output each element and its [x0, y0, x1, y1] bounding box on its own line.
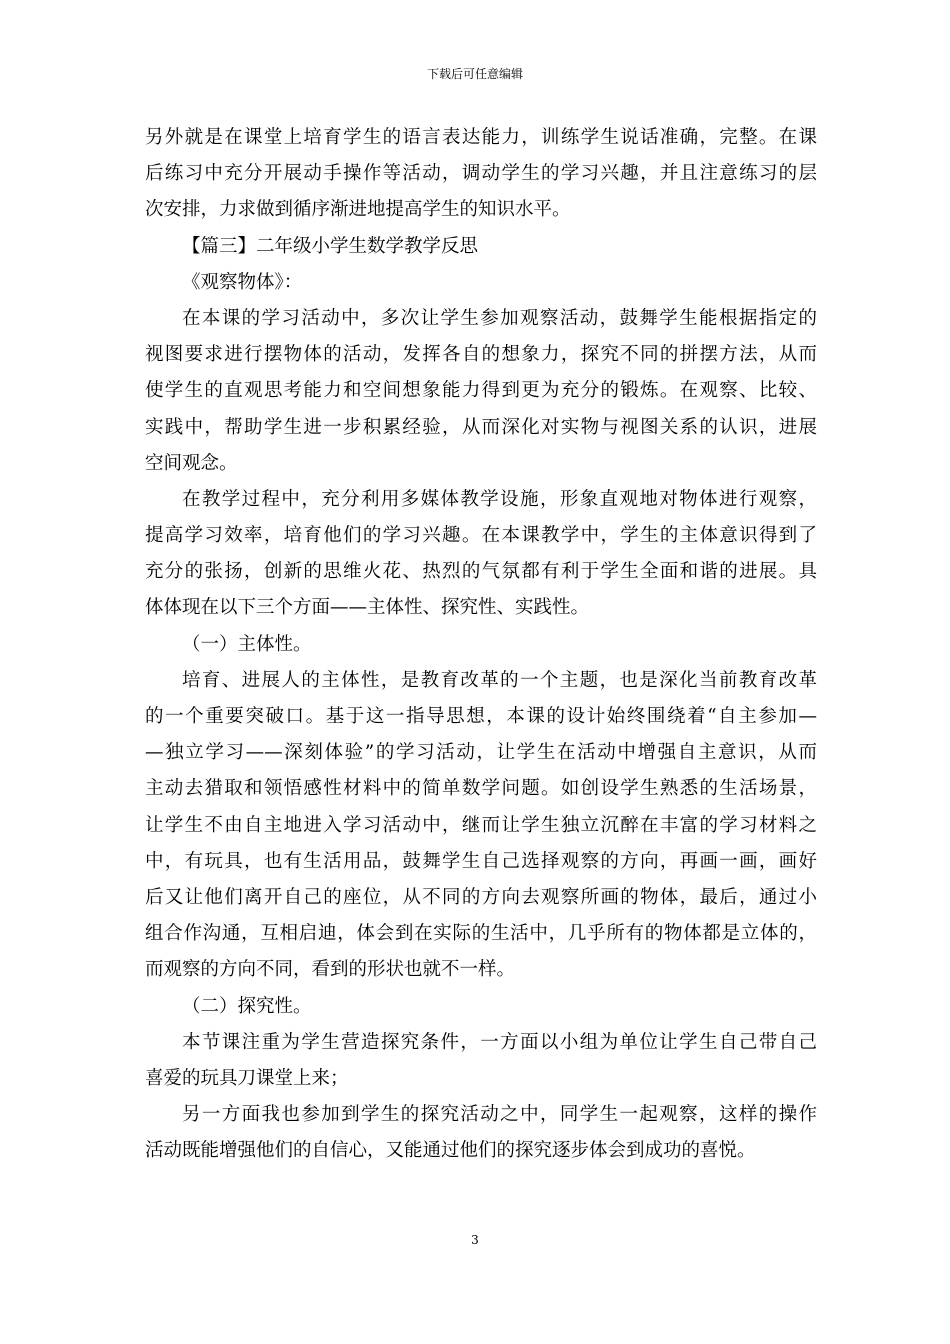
text-line: —独立学习——深刻体验”的学习活动，让学生在活动中增强自主意识，从而 [145, 742, 817, 764]
text-line: 的一个重要突破口。基于这一指导思想，本课的设计始终围绕着“自主参加— [145, 706, 817, 727]
text-line: 视图要求进行摆物体的活动，发挥各自的想象力，探究不同的拼摆方法，从而 [145, 344, 817, 366]
text-line: 空间观念。 [145, 452, 238, 474]
text-line: 体体现在以下三个方面——主体性、探究性、实践性。 [145, 597, 590, 619]
text-line: 另外就是在课堂上培育学生的语言表达能力，训练学生说话准确，完整。在课 [145, 127, 817, 148]
text-line: 活动既能增强他们的自信心，又能通过他们的探究逐步体会到成功的喜悦。 [145, 1140, 756, 1162]
text-line: 后又让他们离开自己的座位，从不同的方向去观察所画的物体，最后，通过小 [145, 886, 817, 908]
text-line: 培育、进展人的主体性，是教育改革的一个主题，也是深化当前教育改革 [182, 669, 817, 691]
text-line: 主动去猎取和领悟感性材料中的简单数学问题。如创设学生熟悉的生活场景， [145, 778, 817, 800]
text-line: 次安排，力求做到循序渐进地提高学生的知识水平。 [145, 199, 571, 221]
text-line: 后练习中充分开展动手操作等活动，调动学生的学习兴趣，并且注意练习的层 [145, 163, 817, 185]
page-number: 3 [471, 1233, 479, 1247]
text-line: 在教学过程中，充分利用多媒体教学设施，形象直观地对物体进行观察， [182, 488, 817, 510]
text-line: 使学生的直观思考能力和空间想象能力得到更为充分的锻炼。在观察、比较、 [145, 380, 817, 402]
text-line: 中，有玩具，也有生活用品，鼓舞学生自己选择观察的方向，再画一画，画好 [145, 850, 817, 872]
text-line: 提高学习效率，培育他们的学习兴趣。在本课教学中，学生的主体意识得到了 [145, 525, 817, 547]
text-line: 实践中，帮助学生进一步积累经验，从而深化对实物与视图关系的认识，进展 [145, 416, 817, 438]
text-line: 【篇三】二年级小学生数学教学反思 [182, 235, 479, 257]
text-line: 《观察物体》： [182, 271, 303, 293]
text-line: 而观察的方向不同，看到的形状也就不一样。 [145, 959, 516, 981]
text-line: 组合作沟通，互相启迪，体会到在实际的生活中，几乎所有的物体都是立体的， [145, 923, 817, 945]
text-line: （二）探究性。 [182, 995, 312, 1017]
text-line: 喜爱的玩具刀课堂上来； [145, 1067, 349, 1089]
text-line: 让学生不由自主地进入学习活动中，继而让学生独立沉醉在丰富的学习材料之 [145, 814, 817, 836]
text-line: （一）主体性。 [182, 633, 312, 655]
document-body [145, 120, 817, 1169]
text-line: 在本课的学习活动中，多次让学生参加观察活动，鼓舞学生能根据指定的 [182, 307, 817, 329]
text-line: 充分的张扬，创新的思维火花、热烈的气氛都有利于学生全面和谐的进展。具 [145, 561, 817, 583]
text-line: 另一方面我也参加到学生的探究活动之中，同学生一起观察，这样的操作 [182, 1104, 817, 1126]
text-line: 本节课注重为学生营造探究条件，一方面以小组为单位让学生自己带自己 [182, 1031, 817, 1053]
page-header: 下载后可任意编辑 [426, 67, 523, 81]
